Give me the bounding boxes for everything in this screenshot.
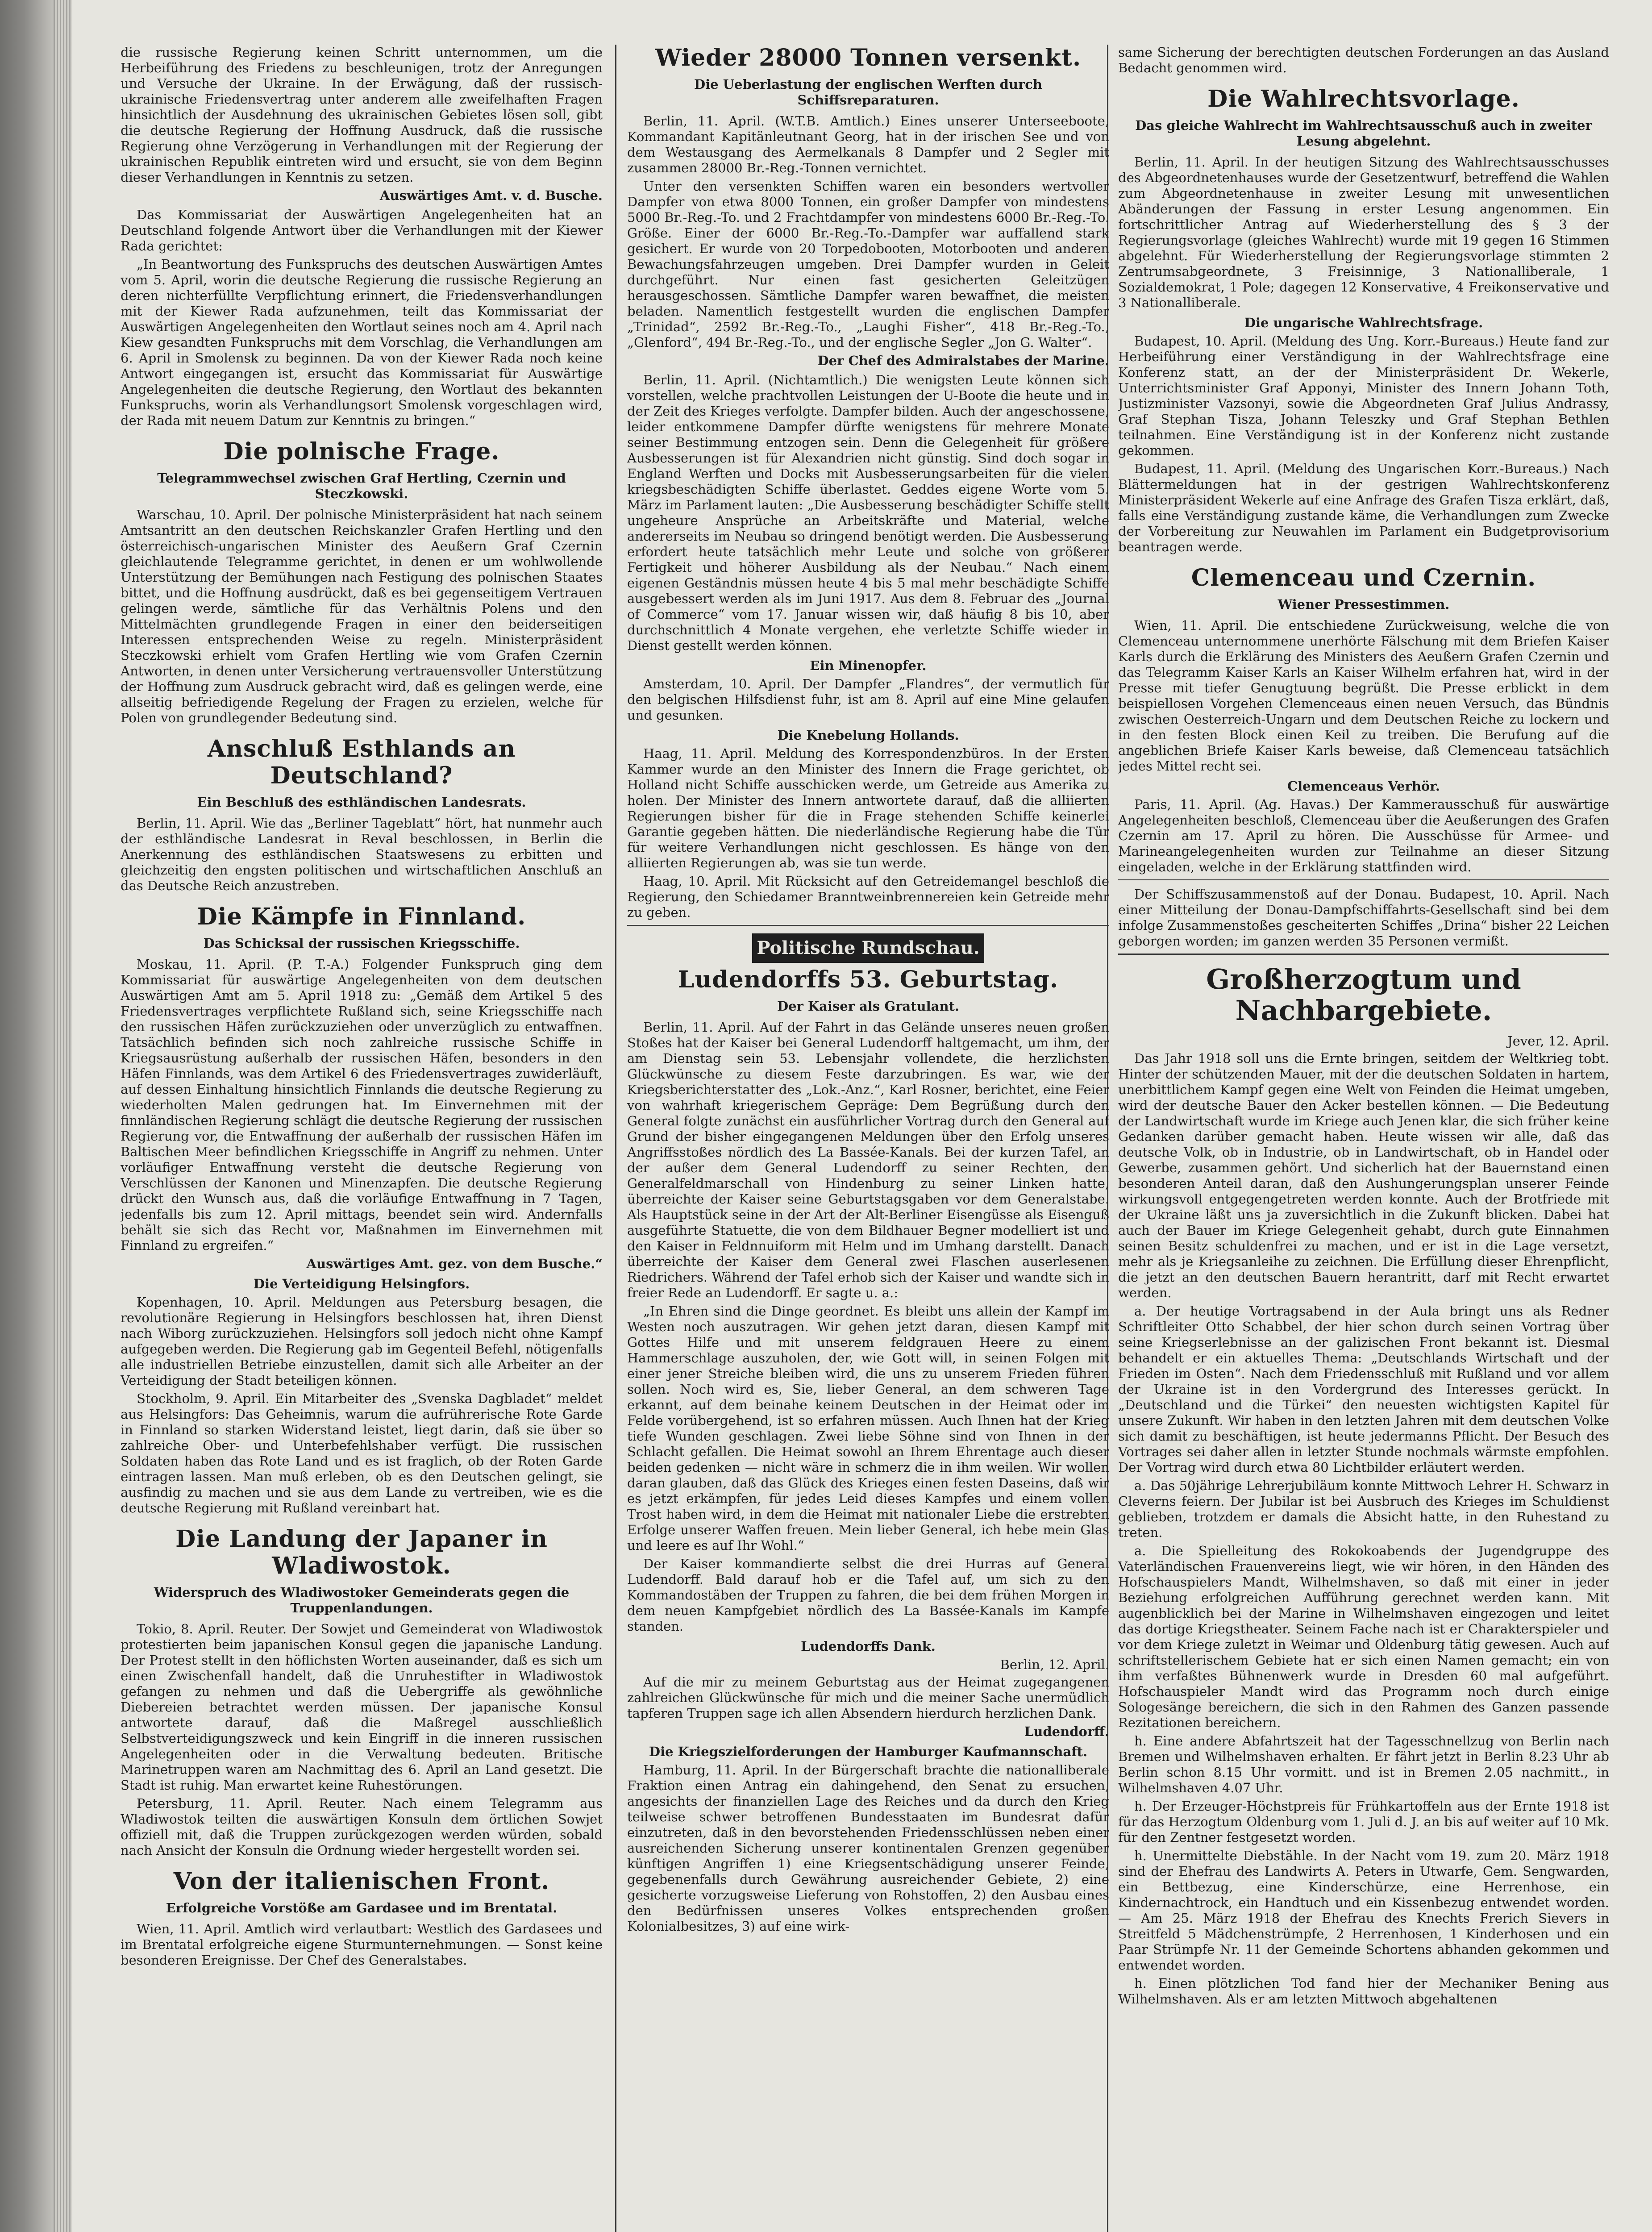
article-text: Hamburg, 11. April. In der Bürgerschaft brachte die nationalliberale Fraktion einen Antrag ein dahingehend, den Senat zu ersuchen, angesichts der finanziellen Lage des Reiches und da durch den Krieg teilweise schwer betroffenen Bundesstaaten im Bundesrat dafür einzutreten, daß in den bevorstehenden Friedensschlüssen neben einer ausreichenden Sicherung unserer kontinentalen Grenzen gegenüber künftigen Angriffen 1) eine Kriegsentschädigung unserer Feinde, gegebenenfalls durch Gewährung ausreichender Gebiete, 2) eine gesicherte vorzugsweise Lieferung von Rohstoffen, 2) den Ausbau eines den Bedürfnissen unseres Volkes entsprechenden großen Kolonialbesitzes, 3) auf eine wirk- (627, 1762, 1109, 1934)
article-text: Warschau, 10. April. Der polnische Ministerpräsident hat nach seinem Amtsantritt an den deutschen Reichskanzler Grafen Hertling und den österreichisch-ungarischen Minister des Aeußern Graf Czernin gleichlautende Telegramme gerichtet, in denen er um wohlwollende Unterstützung der Bemühungen nach Festigung des polnischen Staates bittet, und die Hoffnung ausdrückt, daß es bei gegenseitigem Vertrauen gelingen werde, sämtliche für das Verhältnis Polens und den Mittelmächten grundlegende Fragen in einer den beiderseitigen Interessen entsprechenden Weise zu regeln. Ministerpräsident Steczkowski erhielt vom Grafen Hertling wie vom Grafen Czernin Antworten, in denen unter Versicherung vertrauensvoller Unterstützung der Hoffnung zum Ausdruck gebracht wird, daß es gelingen werde, eine allseitig befriedigende Regelung der Fragen zu erzielen, welche für Polen von grundlegender Bedeutung sind. (121, 507, 603, 725)
subheadline: Widerspruch des Wladiwostoker Gemeinderats gegen die Truppenlandungen. (154, 1585, 570, 1616)
article-text: Budapest, 10. April. (Meldung des Ung. Korr.-Bureaus.) Heute fand zur Herbeiführung einer Verständigung in der Wahlrechtsfrage eine Konferenz statt, an der der Ministerpräsident Dr. Wekerle, Unterrichtsminister Graf Apponyi, Minister des Innern Johann Toth, Justizminister Vazsonyi, sowie die Abgeordneten Graf Julius Andrassy, Graf Stephan Tisza, Johann Teleszky und Graf Stephan Bethlen teilnahmen. Eine Verständigung ist in der Konferenz nicht zustande gekommen. (1118, 333, 1609, 458)
signature: Auswärtiges Amt. v. d. Busche. (379, 188, 603, 203)
headline-clemenceau: Clemenceau und Czernin. (1191, 564, 1536, 591)
subheadline: Wiener Pressestimmen. (1277, 597, 1450, 612)
article-text: Paris, 11. April. (Ag. Havas.) Der Kammerausschuß für auswärtige Angelegenheiten beschloß, Clemenceau über die Aeußerungen des Grafen Czernin am 17. April zu hören. Die Ausschüsse für Armee- und Marineangelegenheiten wurden zur Teilnahme an dieser Sitzung eingeladen, welche in der Erklärung stattfinden wird. (1118, 797, 1609, 874)
headline-japaner: Die Landung der Japaner in Wladiwostok. (175, 1525, 548, 1579)
article-text: Der Schiffszusammenstoß auf der Donau. Budapest, 10. April. Nach einer Mitteilung der Donau-Dampfschiffahrts-Gesellschaft sind bei dem infolge Zusammenstoßes gescheiterten Schiffes „Drina“ bisher 22 Leichen geborgen worden; im ganzen werden 35 Personen vermißt. (1118, 887, 1609, 949)
section-rule (627, 925, 1109, 926)
article-text: Amsterdam, 10. April. Der Dampfer „Flandres“, der vermutlich für den belgischen Hilfsdienst fuhr, ist am 8. April auf eine Mine gelaufen und gesunken. (627, 676, 1109, 723)
article-text: Moskau, 11. April. (P. T.-A.) Folgender Funkspruch ging dem Kommissariat für auswärtige Angelegenheiten von dem deutschen Auswärtigen Amt am 5. April 1918 zu: „Gemäß dem Artikel 5 des Friedensvertrages verpflichtete Rußland sich, seine Kriegsschiffe nach den russischen Häfen zurückzuziehen oder unverzüglich zu entwaffnen. Tatsächlich befinden sich noch zahlreiche russische Schiffe in Kriegsausrüstung außerhalb der russischen Häfen, besonders in den Häfen Finnlands, was dem Artikel 6 des Friedensvertrages zuwiderläuft, auf dessen Einhaltung hinsichtlich Finnlands die deutsche Regierung zu wiederholten Malen gedrungen hat. Im Einvernehmen mit der finnländischen Regierung schlägt die deutsche Regierung der russischen Regierung vor, die Entwaffnung der außerhalb der russischen Häfen im Baltischen Meer befindlichen Kriegsschiffe in Angriff zu nehmen. Unter vorläufiger Entwaffnung versteht die deutsche Regierung von Verschlüssen der Kanonen und Minenzapfen. Die deutsche Regierung drückt den Wunsch aus, daß die vorläufige Entwaffnung in 7 Tagen, jedenfalls bis zum 12. April mittags, beendet sein wird. Andernfalls behält sie sich das Recht vor, Maßnahmen im Einvernehmen mit Finnland zu ergreifen.“ (121, 957, 603, 1253)
headline-tonnen: Wieder 28000 Tonnen versenkt. (655, 45, 1082, 71)
article-text: Der Kaiser kommandierte selbst die drei Hurras auf General Ludendorff. Bald darauf hob er die Tafel auf, um sich zu den Kommandostäben der Truppen zu fahren, die bei dem frühen Morgen in dem neuen Kampfgebiet nördlich des La Bassée-Kanals im Kampfe standen. (627, 1556, 1109, 1634)
subheadline: Clemenceaus Verhör. (1287, 779, 1440, 794)
subheadline: Ludendorffs Dank. (801, 1639, 936, 1654)
section-rule (1118, 954, 1609, 955)
column-1 (121, 45, 603, 2232)
article-text: Petersburg, 11. April. Reuter. Nach einem Telegramm aus Wladiwostok teilten die auswärtigen Konsuln dem örtlichen Sowjet offiziell mit, daß die Truppen zurückgezogen werden würden, sobald nach Ansicht der Konsuln die Ordnung wieder hergestellt worden sei. (121, 1796, 603, 1858)
column-3 (1118, 45, 1609, 2232)
column-rule (615, 45, 616, 2232)
article-text: a. Die Spielleitung des Rokokoabends der Jugendgruppe des Vaterländischen Frauenvereins liegt, wie wir hören, in den Händen des Hofschauspielers Mandt, Wilhelmshaven, so daß mit einer in jeder Beziehung erfolgreichen Aufführung gerechnet werden kann. Mit augenblicklich bei der Marine in Wilhelmshaven eingezogen und leitet das dortige Kriegstheater. Seinem Fache nach ist er Charakterspieler und vor dem Kriege zuletzt in Weimar und Oldenburg tätig gewesen. Auch auf schriftstellerischem Gebiete hat er sich einen Namen gemacht; ein von ihm verfaßtes Bühnenwerk wurde in Dresden 60 mal aufgeführt. Hofschauspieler Mandt wird das Programm noch durch einige Sologesänge bereichern, die sich in den Rahmen des Ganzen passende Rezitationen bereichern. (1118, 1543, 1609, 1730)
subheadline: Ein Minenopfer. (810, 658, 927, 673)
article-text: a. Der heutige Vortragsabend in der Aula bringt uns als Redner Schriftleiter Otto Schabbel, der hier schon durch seinen Vortrag über seine Kriegserlebnisse an der galizischen Front bekannt ist. Diesmal behandelt er ein aktuelles Thema: „Deutschlands Wirtschaft und der Frieden im Osten“. Nach dem Friedensschluß mit Rußland und vor allem der Ukraine ist in den Vordergrund des Interesses gerückt. In „Deutschland und die Türkei“ den neuesten wichtigsten Kapitel für unsere Zukunft. Wir haben in den letzten Jahren mit dem deutschen Volke sich damit zu beschäftigen, ist heute jedermanns Pflicht. Der Besuch des Vortrages sei daher allen in letzter Stunde nochmals wärmste empfohlen. Der Vortrag wird durch etwa 80 Lichtbilder erläutert werden. (1118, 1303, 1609, 1475)
article-text: Budapest, 11. April. (Meldung des Ungarischen Korr.-Bureaus.) Nach Blättermeldungen hat in der gestrigen Wahlrechtskonferenz Ministerpräsident Wekerle auf eine Anfrage des Grafen Tisza erklärt, daß, falls eine Verständigung zustande käme, die Verhandlungen zum Zwecke der Vorbereitung zur Neuwahlen im Parlament ein Budgetprovisorium beantragen werde. (1118, 461, 1609, 554)
section-rule (1118, 879, 1609, 880)
article-text: „In Ehren sind die Dinge geordnet. Es bleibt uns allein der Kampf im Westen noch auszutragen. Wir gehen jetzt daran, diesen Kampf mit Gottes Hilfe und mit unserem feldgrauen Heere zu einem Hammerschlage auszuholen, der, wie Gott will, in seinen Folgen mit einer jener Streiche bleiben wird, die uns zu unserem Frieden führen sollen. Noch wird es, Sie, lieber General, an dem schweren Tage erkannt, auf dem beinahe keinem Deutschen in der Heimat oder im Felde vorübergehend, ist so erfahren müssen. Auch Ihnen hat der Krieg tiefe Wunden geschlagen. Zwei liebe Söhne sind von Ihnen in der Schlacht gefallen. Die Heimat sowohl an Ihrem Ehrentage auch dieser beiden gedenken — nicht wäre in schmerz die in ihm weilen. Wir wollen daran glauben, daß das Glück des Krieges einen festen Daseins, daß wir es jetzt erkämpfen, für jedes Leid dieses Kampfes und einem vollen Trost haben wird, in dem die Heimat mit nationaler Liebe die erstrebten Erfolge unserer Waffen freuen. Mein lieber General, ich hebe mein Glas und leere es auf Ihr Wohl.“ (627, 1303, 1109, 1553)
section-rubric: Politische Rundschau. (752, 933, 984, 963)
article-text: Tokio, 8. April. Reuter. Der Sowjet und Gemeinderat von Wladiwostok protestierten beim japanischen Konsul gegen die japanische Landung. Der Protest stellt in den höflichsten Worten auseinander, daß es sich um einen Zwischenfall handelt, daß die Unruhestifter in Wladiwostok gefangen zu nehmen und daß die Uebergriffe als gewöhnliche Diebereien betrachtet werden müssen. Der japanische Konsul antwortete darauf, daß die Maßregel ausschließlich Selbstverteidigungszweck und kein Eingriff in die inneren russischen Angelegenheiten oder in die Verwaltung bedeuten. Britische Marinetruppen waren am Nachmittag des 6. April an Land gesetzt. Die Stadt ist ruhig. Man erwartet keine Ruhestörungen. (121, 1621, 603, 1793)
subheadline: Die Knebelung Hollands. (777, 728, 959, 743)
headline-ludendorff: Ludendorffs 53. Geburtstag. (678, 966, 1059, 993)
subheadline: Telegrammwechsel zwischen Graf Hertling, Czernin und Steczkowski. (157, 471, 566, 501)
article-text: Auf die mir zu meinem Geburtstag aus der Heimat zugegangenen zahlreichen Glückwünsche für mich und die meiner Sache unermüdlich tapferen Truppen sage ich allen Absendern hierdurch herzlichen Dank. (627, 1674, 1109, 1721)
dateline: Jever, 12. April. (1507, 1033, 1609, 1049)
headline-italienisch: Von der italienischen Front. (173, 1868, 550, 1895)
article-text: Wien, 11. April. Die entschiedene Zurückweisung, welche die von Clemenceau unternommene unerhörte Fälschung mit dem Briefen Kaiser Karls durch die Erklärung des Ministers des Aeußern Grafen Czernin und das Telegramm Kaiser Karls an Kaiser Wilhelm erfahren hat, wird in der Presse mit tiefer Genugtuung begrüßt. Die Presse erblickt in dem beispiellosen Vorgehen Clemenceaus einen neuen Versuch, das Bündnis zwischen Oesterreich-Ungarn und dem Deutschen Reiche zu lockern und in den festen Block einen Keil zu treiben. Die Berufung auf die angeblichen Briefe Kaiser Karls beweise, daß Clemenceau tatsächlich jedes Mittel recht sei. (1118, 618, 1609, 774)
article-text: a. Das 50jährige Lehrerjubiläum konnte Mittwoch Lehrer H. Schwarz in Cleverns feiern. Der Jubilar ist bei Ausbruch des Krieges im Schuldienst geblieben, trotzdem er damals die Absicht hatte, in den Ruhestand zu treten. (1118, 1478, 1609, 1540)
subheadline: Die ungarische Wahlrechtsfrage. (1244, 315, 1483, 330)
subheadline: Das gleiche Wahlrecht im Wahlrechtsausschuß auch in zweiter Lesung abgelehnt. (1135, 118, 1592, 149)
signature: Der Chef des Admiralstabes der Marine. (817, 353, 1109, 368)
subheadline: Das Schicksal der russischen Kriegsschiffe. (203, 936, 520, 951)
article-text: h. Einen plötzlichen Tod fand hier der Mechaniker Bening aus Wilhelmshaven. Als er am letzten Mittwoch abgehaltenen (1118, 1976, 1609, 2007)
headline-grossherzogtum: Großherzogtum und Nachbargebiete. (1206, 963, 1521, 1027)
article-text: Stockholm, 9. April. Ein Mitarbeiter des „Svenska Dagbladet“ meldet aus Helsingfors: Das Geheimnis, warum die aufrührerische Rote Garde in Finnland so starken Widerstand leistet, liegt darin, daß sie über so zahlreiche Ober- und Unterbefehlshaber verfügt. Die russischen Soldaten haben das Rote Land und es ist fraglich, ob der Roten Garde eintragen lassen. Man muß erleben, ob es den Deutschen gelingt, sie ausfindig zu machen und sie aus dem Lande zu vertreiben, wie es die deutsche Regierung mit Rußland vereinbart hat. (121, 1391, 603, 1516)
article-text: Berlin, 11. April. Auf der Fahrt in das Gelände unseres neuen großen Stoßes hat der Kaiser bei General Ludendorff haltgemacht, um ihm, der am Dienstag sein 53. Lebensjahr vollendete, die herzlichsten Glückwünsche zu diesem Feste darzubringen. Es war, wie der Kriegsberichterstatter des „Lok.-Anz.“, Karl Rosner, berichtet, eine Feier von wahrhaft kriegerischem Gepräge: Dem Begrüßung durch den General folgte zunächst ein ausführlicher Vortrag durch den General auf Grund der bisher eingegangenen Meldungen über den Erfolg unseres Angriffsstoßes nördlich des La Bassée-Kanals. Bei der kurzen Tafel, an der außer dem General Ludendorff zu seiner Rechten, den Generalfeldmarschall von Hindenburg zu seiner Linken hatte, überreichte der Kaiser seine Geburtstagsgaben vor dem Generalstabe. Als Hauptstück seine in der Art der Alt-Berliner Eisengüsse als Eisenguß ausgeführte Statuette, die von dem Bildhauer Begner modelliert ist und den Kaiser in Feldnnuiform mit Helm und im Umhang darstellt. Danach überreichte der Kaiser dem General zwei Flaschen auserlesenen Riedrichers. Während der Tafel erhob sich der Kaiser und wandte sich in freier Rede an Ludendorff. Er sagte u. a.: (627, 1020, 1109, 1300)
article-text: Haag, 11. April. Meldung des Korrespondenzbüros. In der Ersten Kammer wurde an den Minister des Innern die Frage gerichtet, ob Holland nicht Schiffe ausschicken werde, um Getreide aus Amerika zu holen. Der Minister des Innern antwortete darauf, daß die alliierten Regierungen bisher für die in Frage stehenden Schiffe keinerlei Garantie gegeben hätten. Die niederländische Regierung habe die Tür für weitere Verhandlungen nicht geschlossen. Es hänge von den alliierten Regierungen ab, was sie tun werde. (627, 746, 1109, 870)
subheadline: Der Kaiser als Gratulant. (777, 999, 960, 1014)
subheadline: Die Verteidigung Helsingfors. (253, 1276, 470, 1291)
article-text: Wien, 11. April. Amtlich wird verlautbart: Westlich des Gardasees und im Brentatal erfolgreiche eigene Sturmunternehmungen. — Sonst keine besonderen Ereignisse. Der Chef des Generalstabes. (121, 1921, 603, 1968)
headline-esthland: Anschluß Esthlands an Deutschland? (207, 735, 516, 789)
column-2 (627, 45, 1109, 2232)
article-text: Berlin, 11. April. In der heutigen Sitzung des Wahlrechtsausschusses des Abgeordnetenhauses wurde der Gesetzentwurf, betreffend die Wahlen zum Abgeordnetenhause in zweiter Lesung mit unwesentlichen Abänderungen der Fassung in erster Lesung angenommen. Ein fortschrittlicher Antrag auf Wiederherstellung des § 3 der Regierungsvorlage (gleiches Wahlrecht) wurde mit 19 gegen 16 Stimmen abgelehnt. Für Wiederherstellung der Regierungsvorlage stimmten 2 Zentrumsabgeordnete, 3 Freisinnige, 3 Nationalliberale, 1 Sozialdemokrat, 1 Pole; dagegen 12 Konservative, 4 Freikonservative und 3 Nationalliberale. (1118, 154, 1609, 310)
subheadline: Die Ueberlastung der englischen Werften durch Schiffsreparaturen. (694, 77, 1042, 108)
article-text: Das Jahr 1918 soll uns die Ernte bringen, seitdem der Weltkrieg tobt. Hinter der schützenden Mauer, mit der die deutschen Soldaten in hartem, unerbittlichem Kampf gegen eine Welt von Feinden die Heimat umgeben, wird der deutsche Bauer den Acker bestellen können. — Die Bedeutung der Landwirtschaft wurde im Kriege auch Jenen klar, die sich früher keine Gedanken darüber gemacht haben. Heute wissen wir alle, daß das deutsche Volk, ob in Industrie, ob in Landwirtschaft, ob in Handel oder Gewerbe, zusammen gehört. Und sicherlich hat der Bauernstand einen besonderen Anteil daran, daß den Aushungerungsplan unserer Feinde wirkungsvoll entgegengetreten werden konnte. Auch der Brotfriede mit der Ukraine läßt uns ja zuversichtlich in die Zukunft blicken. Dabei hat auch der Bauer im Kriege Gelegenheit gehabt, durch gute Einnahmen seinen Besitz schuldenfrei zu machen, und er ist in die Lage versetzt, mehr als je Kriegsanleihe zu zeichnen. Die Erfüllung dieser Ehrenpflicht, die jetzt an den deutschen Bauern herantritt, darf mit Recht erwartet werden. (1118, 1051, 1609, 1300)
subheadline: Erfolgreiche Vorstöße am Gardasee und im Brentatal. (166, 1900, 558, 1916)
subheadline: Die Kriegszielforderungen der Hamburger Kaufmannschaft. (649, 1744, 1088, 1759)
article-text: Berlin, 11. April. Wie das „Berliner Tageblatt“ hört, hat nunmehr auch der esthländische Landesrat in Reval beschlossen, in Berlin die Anerkennung des esthländischen Staatswesens zu erbitten und gleichzeitig den engsten politischen und wirtschaftlichen Anschluß an das Deutsche Reich anzustreben. (121, 816, 603, 893)
article-text: Unter den versenkten Schiffen waren ein besonders wertvoller Dampfer von etwa 8000 Tonnen, ein großer Dampfer von mindestens 5000 Br.-Reg.-To. und 2 Frachtdampfer von mindestens 6000 Br.-Reg.-To. Größe. Einer der 6000 Br.-Reg.-To.-Dampfer war auffallend stark gesichert. Er wurde von 20 Torpedobooten, Motorbooten und anderen Bewachungsfahrzeugen umgeben. Drei Dampfer wurden in Geleit durchgeführt. Nur einen fast gesicherten Geleitzügen herausgeschossen. Sämtliche Dampfer waren bewaffnet, die meisten beladen. Namentlich festgestellt wurden die englischen Dampfer „Trinidad“, 2592 Br.-Reg.-To., „Laughi Fisher“, 418 Br.-Reg.-To., „Glenford“, 494 Br.-Reg.-To., und der englische Segler „Jon G. Walter“. (627, 179, 1109, 350)
headline-finnland: Die Kämpfe in Finnland. (197, 903, 526, 930)
article-text: h. Eine andere Abfahrtszeit hat der Tagesschnellzug von Berlin nach Bremen und Wilhelmshaven erhalten. Er fährt jetzt in Berlin 8.23 Uhr ab Berlin schon 8.15 Uhr vormitt. und ist in Bremen 2.05 nachmitt., in Wilhelmshaven 4.07 Uhr. (1118, 1733, 1609, 1795)
article-text: h. Unermittelte Diebstähle. In der Nacht vom 19. zum 20. März 1918 sind der Ehefrau des Landwirts A. Peters in Utwarfe, Gem. Sengwarden, ein Bettbezug, eine Kinderschürze, eine Herrenhose, ein Kindernachtrock, ein Handtuch und ein Kissenbezug entwendet worden. — Am 25. März 1918 der Ehefrau des Knechts Frerich Sievers in Streitfeld 5 Mädchenstrümpfe, 2 Herrenhosen, 1 Kinderhosen und ein Paar Strümpfe Nr. 11 der Gemeinde Schortens abhanden gekommen und entwendet worden. (1118, 1848, 1609, 1973)
subheadline: Ein Beschluß des esthländischen Landesrats. (197, 795, 526, 810)
page-edges (54, 0, 72, 2232)
headline-wahlrecht: Die Wahlrechtsvorlage. (1207, 85, 1520, 112)
dateline: Berlin, 12. April. (1000, 1657, 1109, 1672)
article-text: Haag, 10. April. Mit Rücksicht auf den Getreidemangel beschloß die Regierung, den Schiedamer Branntweinbrennereien kein Getreide mehr zu geben. (627, 874, 1109, 920)
article-text: die russische Regierung keinen Schritt unternommen, um die Herbeiführung des Friedens zu beschleunigen, trotz der Anregungen und Versuche der Ukraine. In der Erwägung, daß der russisch-ukrainische Friedensvertrag unter anderem alle zweifelhaften Fragen hinsichtlich der Ausdehnung des ukrainischen Gebietes lösen soll, gibt die deutsche Regierung der Hoffnung Ausdruck, daß die russische Regierung ohne Verzögerung in Verhandlungen mit der Regierung der ukrainischen Republik eintreten wird und ersucht, sie von dem Beginn dieser Verhandlungen in Kenntnis zu setzen. (121, 45, 603, 185)
signature: Ludendorff. (1024, 1724, 1109, 1739)
article-text: „In Beantwortung des Funkspruchs des deutschen Auswärtigen Amtes vom 5. April, worin die deutsche Regierung die russische Regierung an deren nichterfüllte Verpflichtung erinnert, die Friedensverhandlungen mit der Kiewer Rada aufzunehmen, teilt das Kommissariat der Auswärtigen Angelegenheiten den Wortlaut seines noch am 4. April nach Kiew gesandten Funkspruchs mit dem Vorschlag, die Verhandlungen am 6. April in Smolensk zu beginnen. Da von der Kiewer Rada noch keine Antwort eingegangen ist, ersucht das Kommissariat für Auswärtige Angelegenheiten die deutsche Regierung, den Wortlaut des bekannten Funkspruchs, worin als Verhandlungsort Smolensk vorgeschlagen wird, der Rada mit neuem Datum zur Kenntnis zu bringen.“ (121, 257, 603, 428)
article-text: Berlin, 11. April. (Nichtamtlich.) Die wenigsten Leute können sich vorstellen, welche prachtvollen Leistungen der U-Boote die heute und in der Zeit des Krieges verfolgte. Dampfer bilden. Auch der angeschossene, leider entkommene Dampfer dürfte wenigstens für mehrere Monate seiner Bestimmung entzogen sein. Denn die Gelegenheit für größere Ausbesserungen ist für Alexandrien nicht günstig. Sind doch sogar in England Werften und Docks mit Ausbesserungsarbeiten für die vielen kriegsbeschädigten Schiffe überlastet. Geddes eigene Worte vom 5. März im Parlament lauten: „Die Ausbesserung beschädigter Schiffe stellt ungeheure Ansprüche an Arbeitskräfte und Material, welche andererseits im Neubau so dringend benötigt werden. Die Ausbesserung erfordert heute tatsächlich mehr Leute und solche von größerer Fertigkeit und höherer Ausbildung als der Neubau.“ Nach einem eigenen Geständnis müssen heute 4 bis 5 mal mehr beschädigte Schiffe ausgebessert werden als im Juni 1917. Aus dem 8. Februar des „Journal of Commerce“ vom 17. Januar wissen wir, daß häufig 8 bis 10, aber durchschnittlich 4 Monate vergehen, ehe verletzte Schiffe wieder in Dienst gestellt werden können. (627, 372, 1109, 653)
article-text: Kopenhagen, 10. April. Meldungen aus Petersburg besagen, die revolutionäre Regierung in Helsingfors beschlossen hat, ihren Dienst nach Wiborg zurückzuziehen. Helsingfors soll jedoch nicht ohne Kampf aufgegeben werden. Die Regierung gab im Gegenteil Befehl, nötigenfalls alle industriellen Betriebe einzustellen, damit sich alle Arbeiter an der Verteidigung der Stadt beteiligen können. (121, 1295, 603, 1388)
article-text: Das Kommissariat der Auswärtigen Angelegenheiten hat an Deutschland folgende Antwort über die Verhandlungen mit der Kiewer Rada gerichtet: (121, 207, 603, 254)
signature: Auswärtiges Amt. gez. von dem Busche.“ (306, 1256, 603, 1271)
article-text: same Sicherung der berechtigten deutschen Forderungen an das Ausland Bedacht genommen wird. (1118, 45, 1609, 75)
headline-polnische-frage: Die polnische Frage. (223, 438, 500, 465)
article-text: h. Der Erzeuger-Höchstpreis für Frühkartoffeln aus der Ernte 1918 ist für das Herzogtum Oldenburg vom 1. Juli d. J. an bis auf weiter auf 10 Mk. für den Zentner festgesetzt worden. (1118, 1799, 1609, 1845)
article-text: Berlin, 11. April. (W.T.B. Amtlich.) Eines unserer Unterseeboote, Kommandant Kapitänleutnant Georg, hat in der irischen See und von dem Westausgang des Aermelkanals 8 Dampfer und 2 Segler mit zusammen 28000 Br.-Reg.-Tonnen vernichtet. (627, 113, 1109, 175)
